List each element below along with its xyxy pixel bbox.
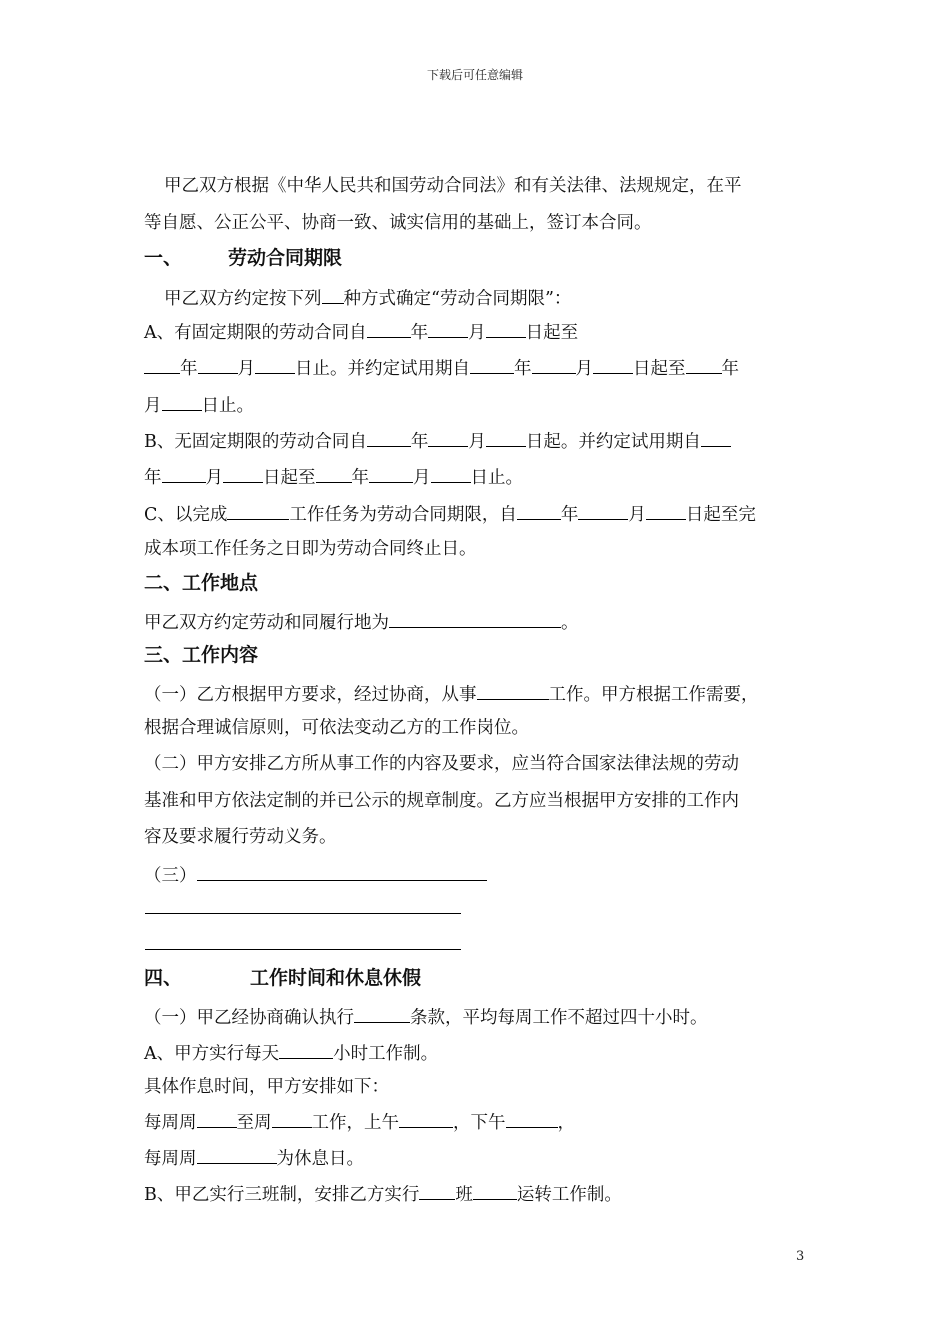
- blank-field[interactable]: [532, 355, 576, 374]
- blank-field[interactable]: [197, 1145, 277, 1164]
- page-number: 3: [796, 1249, 805, 1264]
- blank-field[interactable]: [162, 464, 206, 483]
- s1-option-b-line-1: B、无固定期限的劳动合同自 年 月 日起。并约定试用期自: [144, 428, 731, 453]
- blank-field[interactable]: [162, 392, 202, 411]
- s3-paragraph-2-line-2: 基准和甲方依法定制的并已公示的规章制度。乙方应当根据甲方安排的工作内: [144, 791, 739, 811]
- blank-line[interactable]: [145, 949, 461, 950]
- blank-field[interactable]: [419, 1181, 455, 1200]
- blank-field[interactable]: [279, 1040, 333, 1059]
- s2-paragraph-1: 甲乙双方约定劳动和同履行地为 。: [144, 609, 579, 634]
- blank-field[interactable]: [197, 1109, 237, 1128]
- section-4-heading: [144, 967, 421, 989]
- s4-option-a-line-2: 具体作息时间，甲方安排如下：: [144, 1077, 389, 1097]
- blank-field[interactable]: [477, 681, 549, 700]
- blank-field[interactable]: [198, 355, 238, 374]
- section-4-number: 四、: [144, 967, 183, 989]
- s1-paragraph-1: 甲乙双方约定按下列 种方式确定“劳动合同期限”：: [164, 285, 571, 310]
- s4-paragraph-1: （一）甲乙经协商确认执行 条款，平均每周工作不超过四十小时。: [144, 1004, 708, 1029]
- s1-option-a-line-3: 月 日止。: [144, 392, 254, 417]
- section-1-number: 一、: [144, 247, 183, 269]
- s4-option-b-line-1: B、甲乙实行三班制，安排乙方实行 班 运转工作制。: [144, 1181, 622, 1206]
- s4-option-a-line-3: 每周周 至周 工作，上午 ，下午 ，: [144, 1109, 575, 1134]
- s3-paragraph-2-line-1: （二）甲方安排乙方所从事工作的内容及要求，应当符合国家法律法规的劳动: [144, 754, 739, 774]
- blank-field[interactable]: [701, 428, 731, 447]
- s4-option-a-line-4: 每周周 为休息日。: [144, 1145, 364, 1170]
- section-2-heading: 二、工作地点: [144, 572, 259, 594]
- s3-paragraph-1-line-2: 根据合理诚信原则，可依法变动乙方的工作岗位。: [144, 718, 529, 738]
- blank-field[interactable]: [389, 609, 561, 628]
- s4-option-a-line-1: A、甲方实行每天 小时工作制。: [144, 1040, 438, 1065]
- blank-field[interactable]: [316, 464, 352, 483]
- s3-paragraph-1-line-1: （一）乙方根据甲方要求，经过协商，从事 工作。甲方根据工作需要，: [144, 681, 759, 706]
- blank-field[interactable]: [428, 428, 468, 447]
- section-1-heading: [144, 247, 342, 269]
- s1-option-c-line-1: C、以完成 工作任务为劳动合同期限，自 年 月 日起至完: [144, 501, 756, 526]
- blank-field[interactable]: [486, 428, 526, 447]
- blank-field[interactable]: [517, 501, 561, 520]
- page-header: 下载后可任意编辑: [426, 68, 523, 82]
- s1-option-a-line-2: 年 月 日止。并约定试用期自 年 月 日起至 年: [144, 355, 739, 380]
- blank-line[interactable]: [145, 913, 461, 914]
- blank-field[interactable]: [428, 319, 468, 338]
- blank-field[interactable]: [255, 355, 295, 374]
- blank-field[interactable]: [473, 1181, 517, 1200]
- blank-field[interactable]: [646, 501, 686, 520]
- section-4-title: 工作时间和休息休假: [250, 967, 422, 989]
- s3-paragraph-2-line-3: 容及要求履行劳动义务。: [144, 827, 337, 847]
- blank-field[interactable]: [354, 1004, 410, 1023]
- blank-field[interactable]: [578, 501, 628, 520]
- blank-field[interactable]: [369, 464, 413, 483]
- blank-field[interactable]: [223, 464, 263, 483]
- blank-field[interactable]: [144, 355, 180, 374]
- blank-field[interactable]: [367, 319, 411, 338]
- s1-option-a-line-1: A、有固定期限的劳动合同自 年 月 日起至: [144, 319, 578, 344]
- section-3-heading: 三、工作内容: [144, 644, 259, 666]
- s1-option-b-line-2: 年 月 日起至 年 月 日止。: [144, 464, 523, 489]
- intro-line-2: 等自愿、公正公平、协商一致、诚实信用的基础上，签订本合同。: [144, 213, 652, 233]
- blank-field[interactable]: [322, 285, 344, 304]
- s3-paragraph-3: （三）: [144, 862, 487, 887]
- blank-field[interactable]: [227, 501, 289, 520]
- blank-field[interactable]: [399, 1109, 453, 1128]
- blank-field[interactable]: [506, 1109, 558, 1128]
- intro-line-1: 甲乙双方根据《中华人民共和国劳动合同法》和有关法律、法规规定，在平: [164, 176, 742, 196]
- blank-field[interactable]: [272, 1109, 312, 1128]
- blank-field[interactable]: [197, 862, 487, 881]
- blank-field[interactable]: [593, 355, 633, 374]
- section-1-title: 劳动合同期限: [228, 247, 343, 269]
- blank-field[interactable]: [486, 319, 526, 338]
- s1-option-c-line-2: 成本项工作任务之日即为劳动合同终止日。: [144, 539, 477, 559]
- blank-field[interactable]: [431, 464, 471, 483]
- blank-field[interactable]: [470, 355, 514, 374]
- blank-field[interactable]: [686, 355, 722, 374]
- blank-field[interactable]: [367, 428, 411, 447]
